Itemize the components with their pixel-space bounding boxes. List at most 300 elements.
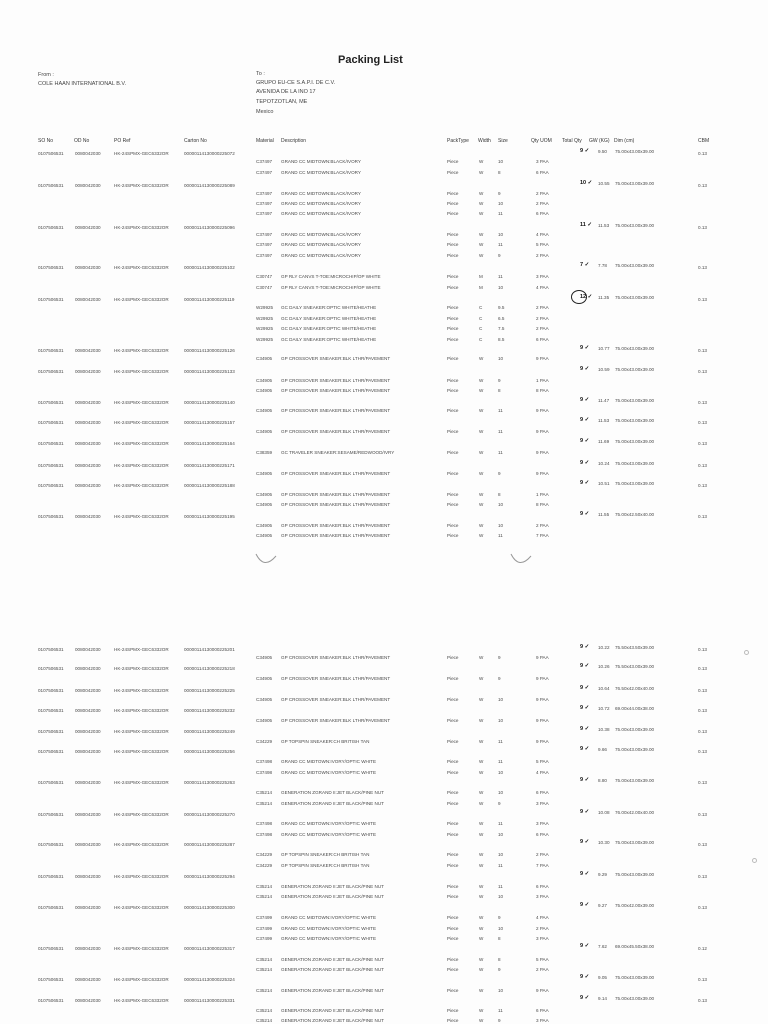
item-description: GRAND CC MIDTOWN:BLACK/IVORY (281, 170, 361, 175)
width-code: W (479, 926, 484, 931)
so-number: 0107506531 (38, 369, 64, 374)
total-qty-handwritten: 9 ✓ (580, 839, 590, 845)
qty-uom: 1 PAA (536, 492, 549, 497)
width-code: W (479, 739, 484, 744)
size-value: 9 (498, 253, 501, 258)
pack-type: Piece (447, 936, 459, 941)
item-description: GP TOPSPIN SNEAKER:CH BRITISH TAN (281, 852, 370, 857)
material-code: C34905 (256, 388, 273, 393)
qty-uom: 8 PAA (536, 388, 549, 393)
pack-type: Piece (447, 285, 459, 290)
po-ref: HK-24SPMX-GEC6332OR (114, 151, 169, 156)
pack-type: Piece (447, 832, 459, 837)
item-description: GENERATION ZGRAND II:JET BLACK/PINE NUT (281, 790, 384, 795)
material-code: C37497 (256, 211, 273, 216)
po-ref: HK-24SPMX-GEC6332OR (114, 729, 169, 734)
so-number: 0107506531 (38, 749, 64, 754)
width-code: W (479, 170, 484, 175)
carton-dimensions: 75.00x43.00x39.00 (615, 398, 655, 403)
po-ref: HK-24SPMX-GEC6332OR (114, 369, 169, 374)
width-code: W (479, 388, 484, 393)
size-value: 9 (498, 655, 501, 660)
so-number: 0107506531 (38, 647, 64, 652)
po-ref: HK-24SPMX-GEC6332OR (114, 874, 169, 879)
gross-weight: 8.80 (598, 778, 607, 783)
width-code: C (479, 337, 483, 342)
carton-number: 00000114130000225225 (184, 688, 235, 693)
material-code: C37498 (256, 770, 273, 775)
pack-type: Piece (447, 337, 459, 342)
od-number: 0080042030 (75, 874, 101, 879)
page-title: Packing List (338, 54, 403, 66)
qty-uom: 2 PAA (536, 326, 549, 331)
pack-type: Piece (447, 211, 459, 216)
item-description: GENERATION ZGRAND II:JET BLACK/PINE NUT (281, 988, 384, 993)
po-ref: HK-24SPMX-GEC6332OR (114, 666, 169, 671)
pack-type: Piece (447, 957, 459, 962)
carton-number: 00000114130000225256 (184, 749, 235, 754)
material-code: C35214 (256, 894, 273, 899)
carton-number: 00000114130000225263 (184, 780, 235, 785)
item-description: GC TRAVELER SNEAKER:SESAME/REDWOOD/IVRY (281, 450, 395, 455)
cbm-value: 0.13 (698, 688, 707, 693)
carton-dimensions: 69.00x45.50x38.00 (615, 944, 655, 949)
gross-weight: 10.77 (598, 346, 610, 351)
po-ref: HK-24SPMX-GEC6332OR (114, 400, 169, 405)
total-qty-handwritten: 9 ✓ (580, 746, 590, 752)
pack-type: Piece (447, 1018, 459, 1023)
qty-uom: 6 PAA (536, 1008, 549, 1013)
size-value: 10 (498, 502, 504, 507)
col-cbm: CBM (698, 138, 710, 144)
size-value: 10 (498, 356, 504, 361)
carton-number: 00000114130000225072 (184, 151, 235, 156)
material-code: C30747 (256, 285, 273, 290)
item-description: GRAND CC MIDTOWN:IVORY/OPTIC WHITE (281, 821, 377, 826)
col-gw: GW (KG) (589, 138, 610, 144)
carton-dimensions: 75.50x43.50x39.00 (615, 645, 655, 650)
cbm-value: 0.13 (698, 647, 707, 652)
qty-uom: 5 PAA (536, 759, 549, 764)
od-number: 0080042030 (75, 369, 101, 374)
gross-weight: 10.24 (598, 461, 610, 466)
material-code: C37499 (256, 926, 273, 931)
size-value: 11 (498, 884, 503, 889)
so-number: 0107506531 (38, 420, 64, 425)
carton-dimensions: 76.50x42.00x40.00 (615, 686, 655, 691)
material-code: C37497 (256, 232, 273, 237)
qty-uom: 3 PAA (536, 159, 549, 164)
size-value: 10 (498, 832, 504, 837)
material-code: C37497 (256, 253, 273, 258)
carton-number: 00000114130000225096 (184, 225, 235, 230)
item-description: GENERATION ZGRAND II:JET BLACK/PINE NUT (281, 801, 384, 806)
item-description: GP CROSSOVER SNEAKER:BLK LTHR/PAVEMENT (281, 523, 391, 528)
qty-uom: 9 PAA (536, 429, 549, 434)
so-number: 0107506531 (38, 780, 64, 785)
od-number: 0080042030 (75, 749, 101, 754)
size-value: 10 (498, 697, 504, 702)
qty-uom: 3 PAA (536, 821, 549, 826)
carton-number: 00000114130000225201 (184, 647, 235, 652)
pack-type: Piece (447, 988, 459, 993)
size-value: 11 (498, 408, 503, 413)
material-code: C35214 (256, 957, 273, 962)
qty-uom: 4 PAA (536, 232, 549, 237)
pack-type: Piece (447, 533, 459, 538)
width-code: W (479, 894, 484, 899)
size-value: 11 (498, 274, 503, 279)
carton-number: 00000114130000225089 (184, 183, 235, 188)
width-code: W (479, 523, 484, 528)
qty-uom: 2 PAA (536, 926, 549, 931)
total-qty-handwritten: 9 ✓ (580, 902, 590, 908)
carton-number: 00000114130000225324 (184, 977, 235, 982)
od-number: 0080042030 (75, 400, 101, 405)
total-qty-handwritten: 9 ✓ (580, 809, 590, 815)
item-description: GP CROSSOVER SNEAKER:BLK LTHR/PAVEMENT (281, 429, 391, 434)
qty-uom: 3 PAA (536, 274, 549, 279)
item-description: GRAND CC MIDTOWN:BLACK/IVORY (281, 232, 361, 237)
carton-dimensions: 75.00x43.00x39.00 (615, 872, 655, 877)
width-code: W (479, 967, 484, 972)
width-code: W (479, 253, 484, 258)
pack-type: Piece (447, 821, 459, 826)
width-code: W (479, 884, 484, 889)
po-ref: HK-24SPMX-GEC6332OR (114, 708, 169, 713)
col-material: Material (256, 138, 274, 144)
material-code: C35214 (256, 801, 273, 806)
carton-dimensions: 76.00x42.00x40.00 (615, 810, 655, 815)
total-qty-handwritten: 9 ✓ (580, 871, 590, 877)
total-qty-handwritten: 11 ✓ (580, 222, 592, 228)
qty-uom: 9 PAA (536, 988, 549, 993)
material-code: W29925 (256, 337, 274, 342)
scan-speck (752, 858, 757, 863)
qty-uom: 9 PAA (536, 655, 549, 660)
total-qty-handwritten: 10 ✓ (580, 180, 593, 186)
material-code: C34905 (256, 533, 273, 538)
so-number: 0107506531 (38, 729, 64, 734)
size-value: 9 (498, 1018, 501, 1023)
total-qty-handwritten: 12 ✓ (580, 294, 593, 300)
size-value: 9 (498, 378, 501, 383)
pack-type: Piece (447, 316, 459, 321)
carton-number: 00000114130000225287 (184, 842, 235, 847)
qty-uom: 2 PAA (536, 201, 549, 206)
gross-weight: 10.26 (598, 664, 610, 669)
size-value: 9 (498, 676, 501, 681)
item-description: GP CROSSOVER SNEAKER:BLK LTHR/PAVEMENT (281, 378, 391, 383)
item-description: GP CROSSOVER SNEAKER:BLK LTHR/PAVEMENT (281, 502, 391, 507)
cbm-value: 0.13 (698, 708, 707, 713)
total-qty-handwritten: 9 ✓ (580, 705, 590, 711)
carton-dimensions: 75.50x43.00x39.00 (615, 664, 655, 669)
width-code: C (479, 305, 483, 310)
pack-type: Piece (447, 274, 459, 279)
gross-weight: 11.53 (598, 418, 610, 423)
size-value: 8.5 (498, 337, 505, 342)
material-code: W29925 (256, 316, 274, 321)
cbm-value: 0.13 (698, 483, 707, 488)
width-code: W (479, 408, 484, 413)
gross-weight: 10.38 (598, 727, 610, 732)
carton-number: 00000114130000225119 (184, 297, 235, 302)
pack-type: Piece (447, 718, 459, 723)
qty-uom: 9 PAA (536, 356, 549, 361)
total-qty-handwritten: 9 ✓ (580, 663, 590, 669)
carton-dimensions: 75.00x43.00x39.00 (615, 263, 655, 268)
size-value: 10 (498, 790, 504, 795)
gross-weight: 10.22 (598, 645, 610, 650)
gross-weight: 11.47 (598, 398, 610, 403)
total-qty-handwritten: 9 ✓ (580, 943, 590, 949)
material-code: C38359 (256, 450, 273, 455)
width-code: W (479, 915, 484, 920)
width-code: W (479, 232, 484, 237)
gross-weight: 9.29 (598, 872, 607, 877)
qty-uom: 7 PAA (536, 533, 549, 538)
pack-type: Piece (447, 926, 459, 931)
size-value: 8 (498, 492, 501, 497)
od-number: 0080042030 (75, 348, 101, 353)
gross-weight: 9.14 (598, 996, 607, 1001)
size-value: 11 (498, 821, 503, 826)
qty-uom: 3 PAA (536, 801, 549, 806)
pack-type: Piece (447, 159, 459, 164)
total-qty-handwritten: 9 ✓ (580, 511, 590, 517)
total-qty-handwritten: 9 ✓ (580, 685, 590, 691)
size-value: 10 (498, 852, 504, 857)
pack-type: Piece (447, 201, 459, 206)
so-number: 0107506531 (38, 708, 64, 713)
width-code: W (479, 471, 484, 476)
material-code: C34905 (256, 471, 273, 476)
width-code: W (479, 790, 484, 795)
size-value: 9 (498, 801, 501, 806)
so-number: 0107506531 (38, 348, 64, 353)
po-ref: HK-24SPMX-GEC6332OR (114, 420, 169, 425)
material-code: C35214 (256, 1008, 273, 1013)
pack-type: Piece (447, 967, 459, 972)
cbm-value: 0.13 (698, 905, 707, 910)
size-value: 9.5 (498, 305, 505, 310)
width-code: W (479, 863, 484, 868)
so-number: 0107506531 (38, 688, 64, 693)
qty-uom: 2 PAA (536, 316, 549, 321)
total-qty-handwritten: 9 ✓ (580, 148, 590, 154)
carton-number: 00000114130000225164 (184, 441, 235, 446)
po-ref: HK-24SPMX-GEC6332OR (114, 998, 169, 1003)
so-number: 0107506531 (38, 905, 64, 910)
item-description: GENERATION ZGRAND II:JET BLACK/PINE NUT (281, 1018, 384, 1023)
pack-type: Piece (447, 770, 459, 775)
gross-weight: 9.50 (598, 149, 607, 154)
size-value: 11 (498, 450, 503, 455)
cbm-value: 0.12 (698, 946, 707, 951)
gross-weight: 9.27 (598, 903, 607, 908)
od-number: 0080042030 (75, 780, 101, 785)
qty-uom: 9 PAA (536, 408, 549, 413)
width-code: W (479, 201, 484, 206)
gross-weight: 11.69 (598, 439, 610, 444)
so-number: 0107506531 (38, 151, 64, 156)
width-code: W (479, 191, 484, 196)
total-qty-handwritten: 9 ✓ (580, 460, 590, 466)
item-description: GRAND CC MIDTOWN:BLACK/IVORY (281, 201, 361, 206)
total-qty-handwritten: 9 ✓ (580, 366, 590, 372)
col-po: PO Ref (114, 138, 131, 144)
po-ref: HK-24SPMX-GEC6332OR (114, 977, 169, 982)
gross-weight: 10.51 (598, 481, 610, 486)
so-number: 0107506531 (38, 842, 64, 847)
pack-type: Piece (447, 305, 459, 310)
material-code: C34905 (256, 378, 273, 383)
binding-shadow-top (250, 550, 280, 572)
gross-weight: 9.66 (598, 747, 607, 752)
width-code: W (479, 821, 484, 826)
gross-weight: 7.78 (598, 263, 607, 268)
pack-type: Piece (447, 242, 459, 247)
carton-dimensions: 75.00x43.00x39.00 (615, 778, 655, 783)
carton-number: 00000114130000225157 (184, 420, 235, 425)
item-description: GC DAILY SNEAKER:OPTIC WHITE/HEATHE (281, 316, 377, 321)
so-number: 0107506531 (38, 483, 64, 488)
total-qty-handwritten: 9 ✓ (580, 417, 590, 423)
po-ref: HK-24SPMX-GEC6332OR (114, 297, 169, 302)
od-number: 0080042030 (75, 514, 101, 519)
po-ref: HK-24SPMX-GEC6332OR (114, 812, 169, 817)
od-number: 0080042030 (75, 946, 101, 951)
item-description: GC DAILY SNEAKER:OPTIC WHITE/HEATHE (281, 305, 377, 310)
item-description: GRAND CC MIDTOWN:IVORY/OPTIC WHITE (281, 926, 377, 931)
cbm-value: 0.13 (698, 463, 707, 468)
from-label: From : (38, 72, 54, 78)
size-value: 10 (498, 718, 504, 723)
carton-dimensions: 75.00x43.00x39.00 (615, 439, 655, 444)
od-number: 0080042030 (75, 265, 101, 270)
size-value: 11 (498, 863, 503, 868)
cbm-value: 0.13 (698, 441, 707, 446)
width-code: W (479, 988, 484, 993)
circled-total-mark (571, 290, 587, 304)
total-qty-handwritten: 9 ✓ (580, 345, 590, 351)
material-code: C35214 (256, 1018, 273, 1023)
qty-uom: 4 PAA (536, 770, 549, 775)
width-code: W (479, 378, 484, 383)
carton-number: 00000114130000225218 (184, 666, 235, 671)
qty-uom: 3 PAA (536, 1018, 549, 1023)
to-line-4: Mexico (256, 109, 274, 115)
item-description: GP TOPSPIN SNEAKER:CH BRITISH TAN (281, 739, 370, 744)
qty-uom: 6 PAA (536, 211, 549, 216)
item-description: GRAND CC MIDTOWN:BLACK/IVORY (281, 253, 361, 258)
pack-type: Piece (447, 253, 459, 258)
cbm-value: 0.13 (698, 514, 707, 519)
so-number: 0107506531 (38, 463, 64, 468)
carton-dimensions: 75.00x43.00x39.00 (615, 367, 655, 372)
size-value: 11 (498, 759, 503, 764)
carton-number: 00000114130000225300 (184, 905, 235, 910)
od-number: 0080042030 (75, 729, 101, 734)
od-number: 0080042030 (75, 420, 101, 425)
gross-weight: 10.64 (598, 686, 610, 691)
od-number: 0080042030 (75, 225, 101, 230)
carton-dimensions: 69.00x44.00x38.00 (615, 706, 655, 711)
so-number: 0107506531 (38, 265, 64, 270)
material-code: C37498 (256, 759, 273, 764)
po-ref: HK-24SPMX-GEC6332OR (114, 749, 169, 754)
gross-weight: 10.55 (598, 181, 610, 186)
so-number: 0107506531 (38, 297, 64, 302)
carton-number: 00000114130000225270 (184, 812, 235, 817)
carton-dimensions: 75.00x42.00x39.00 (615, 903, 655, 908)
item-description: GP TOPSPIN SNEAKER:CH BRITISH TAN (281, 863, 370, 868)
po-ref: HK-24SPMX-GEC6332OR (114, 265, 169, 270)
so-number: 0107506531 (38, 666, 64, 671)
qty-uom: 9 PAA (536, 697, 549, 702)
cbm-value: 0.13 (698, 369, 707, 374)
carton-number: 00000114130000225331 (184, 998, 235, 1003)
cbm-value: 0.13 (698, 874, 707, 879)
material-code: C37497 (256, 191, 273, 196)
cbm-value: 0.13 (698, 225, 707, 230)
po-ref: HK-24SPMX-GEC6332OR (114, 842, 169, 847)
carton-number: 00000114130000225317 (184, 946, 235, 951)
qty-uom: 1 PAA (536, 378, 549, 383)
material-code: C37497 (256, 170, 273, 175)
item-description: GENERATION ZGRAND II:JET BLACK/PINE NUT (281, 894, 384, 899)
width-code: W (479, 770, 484, 775)
po-ref: HK-24SPMX-GEC6332OR (114, 183, 169, 188)
cbm-value: 0.13 (698, 151, 707, 156)
size-value: 10 (498, 926, 504, 931)
carton-number: 00000114130000225133 (184, 369, 235, 374)
qty-uom: 2 PAA (536, 191, 549, 196)
qty-uom: 2 PAA (536, 967, 549, 972)
material-code: W29925 (256, 305, 274, 310)
material-code: C34905 (256, 523, 273, 528)
width-code: W (479, 159, 484, 164)
item-description: GRAND CC MIDTOWN:IVORY/OPTIC WHITE (281, 759, 377, 764)
material-code: C37499 (256, 915, 273, 920)
scan-speck (744, 650, 749, 655)
od-number: 0080042030 (75, 812, 101, 817)
size-value: 8 (498, 957, 501, 962)
width-code: W (479, 936, 484, 941)
carton-number: 00000114130000225195 (184, 514, 235, 519)
pack-type: Piece (447, 894, 459, 899)
gross-weight: 11.53 (598, 223, 610, 228)
size-value: 8 (498, 936, 501, 941)
carton-number: 00000114130000225140 (184, 400, 235, 405)
pack-type: Piece (447, 471, 459, 476)
pack-type: Piece (447, 852, 459, 857)
od-number: 0080042030 (75, 905, 101, 910)
qty-uom: 4 PAA (536, 285, 549, 290)
carton-number: 00000114130000225294 (184, 874, 235, 879)
gross-weight: 11.55 (598, 512, 610, 517)
material-code: C34229 (256, 852, 273, 857)
po-ref: HK-24SPMX-GEC6332OR (114, 463, 169, 468)
item-description: GP CROSSOVER SNEAKER:BLK LTHR/PAVEMENT (281, 471, 391, 476)
qty-uom: 9 PAA (536, 718, 549, 723)
size-value: 10 (498, 201, 504, 206)
size-value: 11 (498, 1008, 503, 1013)
size-value: 10 (498, 159, 504, 164)
so-number: 0107506531 (38, 977, 64, 982)
material-code: C34905 (256, 718, 273, 723)
